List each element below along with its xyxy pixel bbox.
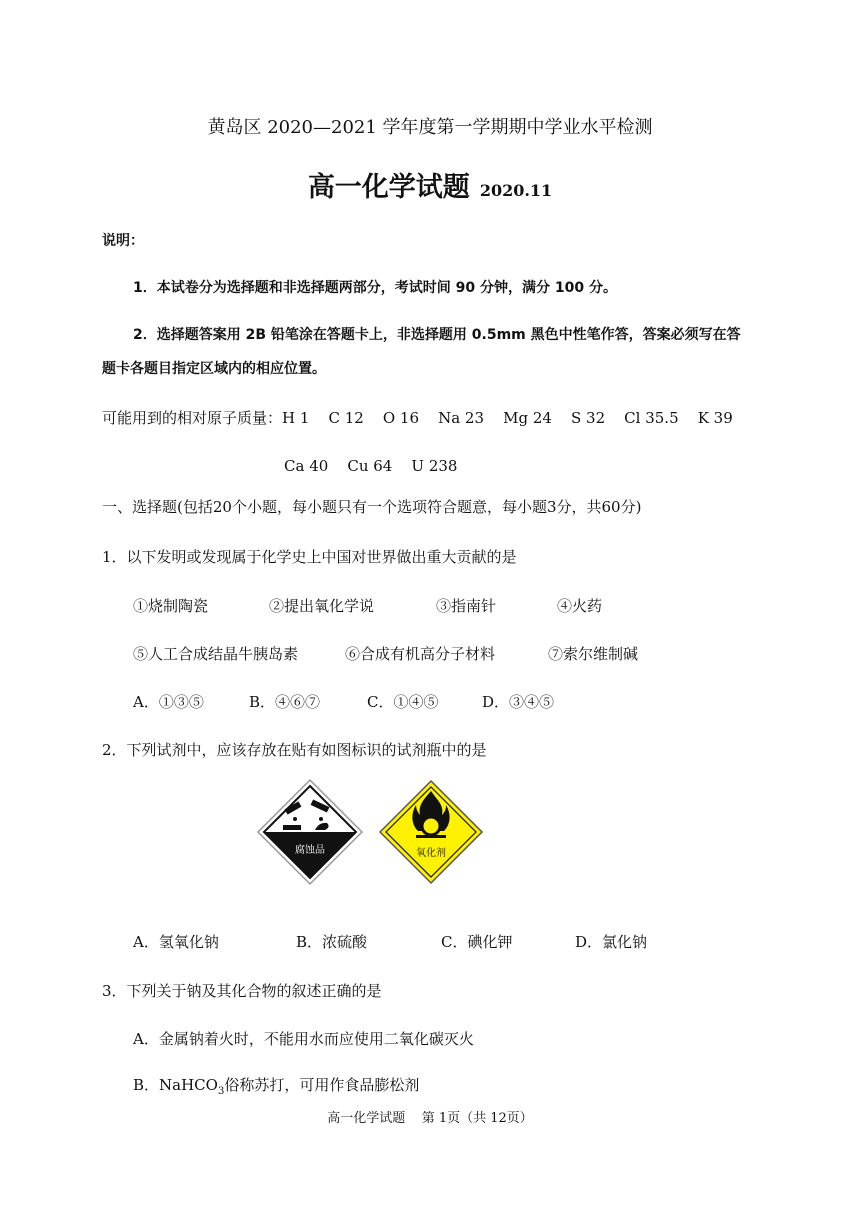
- q1-option-a: A．①③⑤: [133, 693, 204, 711]
- page-title: [0, 171, 860, 208]
- corrosive-label: 腐蚀品: [295, 845, 325, 856]
- corrosive-symbol-icon: [255, 777, 365, 887]
- q2-option-d: D．氯化钠: [575, 933, 648, 951]
- q1-item: ⑥合成有机高分子材料: [345, 645, 496, 663]
- q1-option-c: C．①④⑤: [367, 693, 439, 711]
- q3-option-b: [133, 1075, 419, 1102]
- q3-option-b-subscript: 3: [217, 1086, 225, 1097]
- q3-option-b-suffix: 俗称苏打，可用作食品膨松剂: [224, 1076, 420, 1094]
- q2-option-c: C．碘化钾: [441, 933, 513, 951]
- q1-item: ②提出氧化学说: [269, 597, 375, 615]
- question-2-stem: 2．下列试剂中，应该存放在贴有如图标识的试剂瓶中的是: [102, 741, 487, 759]
- section-heading: 一、选择题(包括20个小题，每小题只有一个选项符合题意，每小题3分，共60分): [102, 498, 642, 516]
- page-footer: 高一化学试题 第 1页（共 12页）: [327, 1111, 533, 1126]
- q2-option-b: B．浓硫酸: [296, 933, 368, 951]
- q1-item: ①烧制陶瓷: [133, 597, 209, 615]
- instruction-item-2-line1: 2．选择题答案用 2B 铅笔涂在答题卡上，非选择题用 0.5mm 黑色中性笔作答，答案必须写在答: [133, 327, 741, 343]
- title-text: 高一化学试题: [307, 172, 470, 203]
- question-3-stem: 3．下列关于钠及其化合物的叙述正确的是: [102, 982, 382, 1000]
- exam-subtitle: 黄岛区 2020—2021 学年度第一学期期中学业水平检测: [207, 117, 653, 138]
- q1-option-b: B．④⑥⑦: [249, 693, 321, 711]
- instruction-item-2-line2: 题卡各题目指定区域内的相应位置。: [102, 361, 326, 377]
- title-date: 2020.11: [479, 181, 553, 200]
- q2-option-a: A．氢氧化钠: [133, 933, 219, 951]
- q1-item: ⑦索尔维制碱: [548, 645, 639, 663]
- q1-item: ④火药: [557, 597, 603, 615]
- instruction-item-1: 1．本试卷分为选择题和非选择题两部分，考试时间 90 分钟，满分 100 分。: [133, 280, 617, 296]
- atomic-masses-line2: Ca 40 Cu 64 U 238: [284, 457, 458, 475]
- q3-option-b-prefix: B．NaHCO: [133, 1076, 218, 1094]
- oxidizer-label: 氧化剂: [416, 848, 446, 859]
- q3-option-a: A．金属钠着火时，不能用水而应使用二氧化碳灭火: [133, 1030, 474, 1048]
- instructions-label: 说明：: [102, 233, 144, 249]
- atomic-masses-line1: 可能用到的相对原子质量：H 1 C 12 O 16 Na 23 Mg 24 S 32 Cl 35.5 K 39: [102, 409, 733, 427]
- q1-option-d: D．③④⑤: [482, 693, 555, 711]
- oxidizer-symbol-icon: [376, 777, 486, 887]
- question-1-stem: 1．以下发明或发现属于化学史上中国对世界做出重大贡献的是: [102, 548, 517, 566]
- q1-item: ③指南针: [436, 597, 497, 615]
- q1-item: ⑤人工合成结晶牛胰岛素: [133, 645, 299, 663]
